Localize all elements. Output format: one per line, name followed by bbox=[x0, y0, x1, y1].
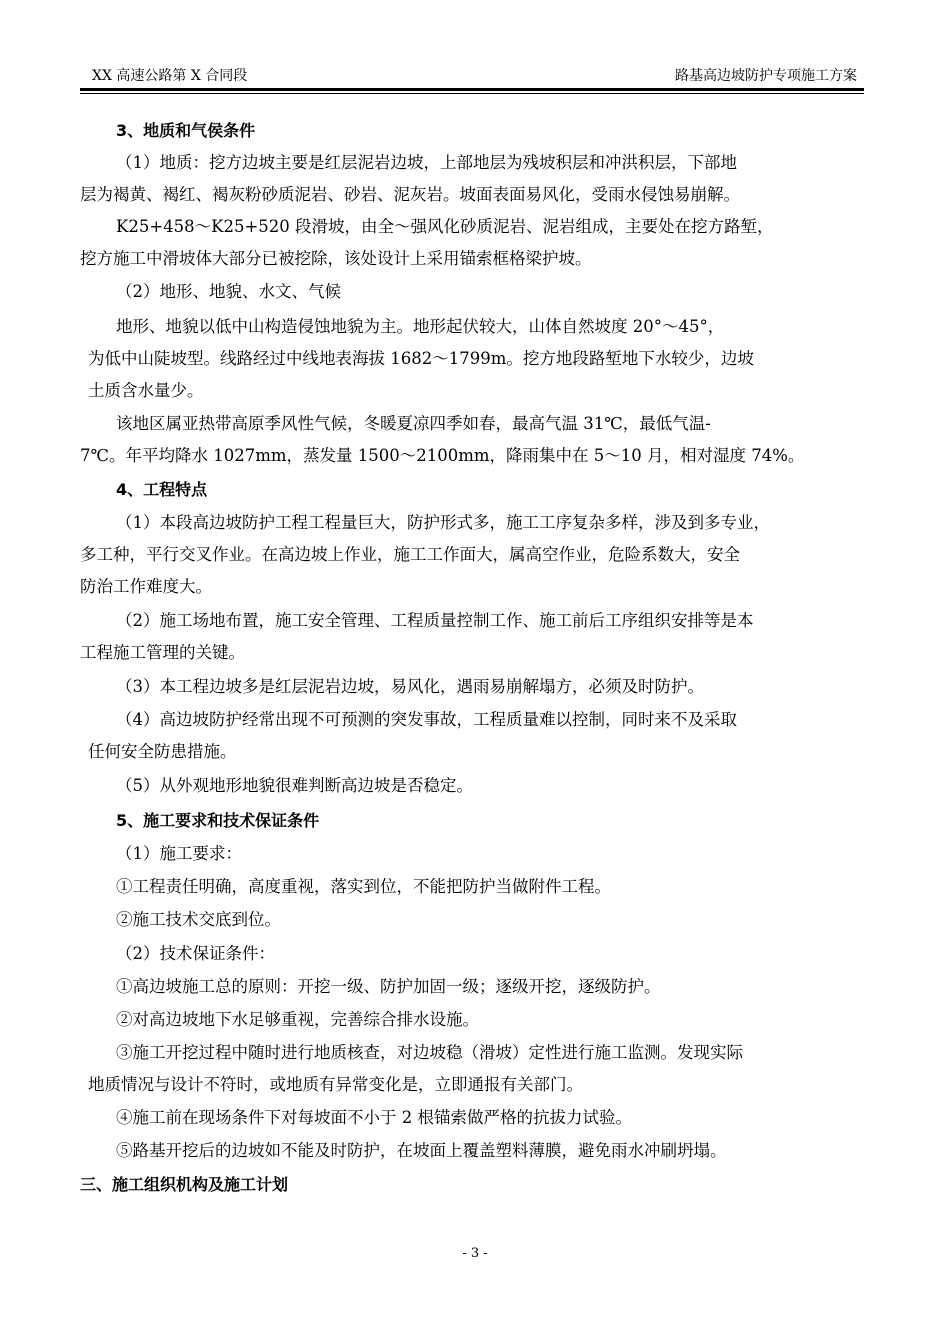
paragraph-line: K25+458～K25+520 段滑坡，由全～强风化砂质泥岩、泥岩组成，主要处在挖方路堑， bbox=[116, 217, 774, 236]
section-heading-geology-climate: 3、地质和气侯条件 bbox=[116, 121, 256, 140]
paragraph-line: （5）从外观地形地貌很难判断高边坡是否稳定。 bbox=[116, 776, 473, 795]
list-item: ⑤路基开挖后的边坡如不能及时防护，在坡面上覆盖塑料薄膜，避免雨水冲刷坍塌。 bbox=[116, 1141, 727, 1160]
paragraph-line: 防治工作难度大。 bbox=[80, 577, 212, 596]
list-item: ④施工前在现场条件下对每坡面不小于 2 根锚索做严格的抗拔力试验。 bbox=[116, 1108, 632, 1127]
list-item: ②对高边坡地下水足够重视，完善综合排水设施。 bbox=[116, 1010, 479, 1029]
paragraph-line: （3）本工程边坡多是红层泥岩边坡，易风化，遇雨易崩解塌方，必须及时防护。 bbox=[116, 677, 704, 696]
paragraph-line: 7℃。年平均降水 1027mm，蒸发量 1500～2100mm，降雨集中在 5～10 月，相对湿度 74%。 bbox=[80, 446, 805, 465]
list-item: ②施工技术交底到位。 bbox=[116, 910, 281, 929]
paragraph-line: 层为褐黄、褐红、褐灰粉砂质泥岩、砂岩、泥灰岩。坡面表面易风化，受雨水侵蚀易崩解。 bbox=[80, 185, 740, 204]
chapter-heading-organization: 三、施工组织机构及施工计划 bbox=[80, 1175, 289, 1194]
list-item: ①高边坡施工总的原则：开挖一级、防护加固一级；逐级开挖，逐级防护。 bbox=[116, 977, 661, 996]
header-right-title: 路基高边坡防护专项施工方案 bbox=[675, 68, 857, 84]
section-heading-construction-requirements: 5、施工要求和技术保证条件 bbox=[116, 811, 320, 830]
paragraph-line: 挖方施工中滑坡体大部分已被挖除，该处设计上采用锚索框格梁护坡。 bbox=[80, 249, 592, 268]
list-item: ③施工开挖过程中随时进行地质核查，对边坡稳（滑坡）定性进行施工监测。发现实际 bbox=[116, 1043, 743, 1062]
paragraph-line: 工程施工管理的关键。 bbox=[80, 643, 245, 662]
list-item: ①工程责任明确，高度重视，落实到位，不能把防护当做附件工程。 bbox=[116, 877, 611, 896]
paragraph-line: （1）本段高边坡防护工程工程量巨大，防护形式多，施工工序复杂多样，涉及到多专业， bbox=[116, 513, 770, 532]
header-rule-thick bbox=[80, 88, 864, 91]
subheading-requirements: （1）施工要求： bbox=[116, 844, 242, 863]
paragraph-line: 该地区属亚热带高原季风性气候，冬暖夏凉四季如春，最高气温 31℃，最低气温- bbox=[116, 414, 711, 433]
paragraph-line: （4）高边坡防护经常出现不可预测的突发事故，工程质量难以控制，同时来不及采取 bbox=[116, 710, 737, 729]
paragraph-line: 地形、地貌以低中山构造侵蚀地貌为主。地形起伏较大，山体自然坡度 20°～45°， bbox=[116, 317, 725, 336]
section-heading-engineering-features: 4、工程特点 bbox=[116, 480, 208, 499]
header-rule-thin bbox=[80, 93, 864, 94]
page-number: - 3 - bbox=[462, 1246, 488, 1261]
paragraph-line: （2）施工场地布置，施工安全管理、工程质量控制工作、施工前后工序组织安排等是本 bbox=[116, 611, 754, 630]
header-left-title: XX 高速公路第 X 合同段 bbox=[92, 68, 248, 84]
paragraph-line: 多工种，平行交叉作业。在高边坡上作业，施工工作面大，属高空作业，危险系数大，安全 bbox=[80, 545, 740, 564]
paragraph-line: 土质含水量少。 bbox=[88, 381, 204, 400]
subheading-terrain: （2）地形、地貌、水文、气候 bbox=[116, 282, 341, 301]
list-item-continuation: 地质情况与设计不符时，或地质有异常变化是，立即通报有关部门。 bbox=[88, 1075, 583, 1094]
paragraph-line: 为低中山陡坡型。线路经过中线地表海拔 1682～1799m。挖方地段路堑地下水较少，边坡 bbox=[88, 349, 754, 368]
subheading-technical-guarantee: （2）技术保证条件： bbox=[116, 944, 275, 963]
paragraph-line: 任何安全防患措施。 bbox=[88, 742, 237, 761]
paragraph-line: （1）地质：挖方边坡主要是红层泥岩边坡，上部地层为残坡积层和冲洪积层，下部地 bbox=[116, 153, 737, 172]
